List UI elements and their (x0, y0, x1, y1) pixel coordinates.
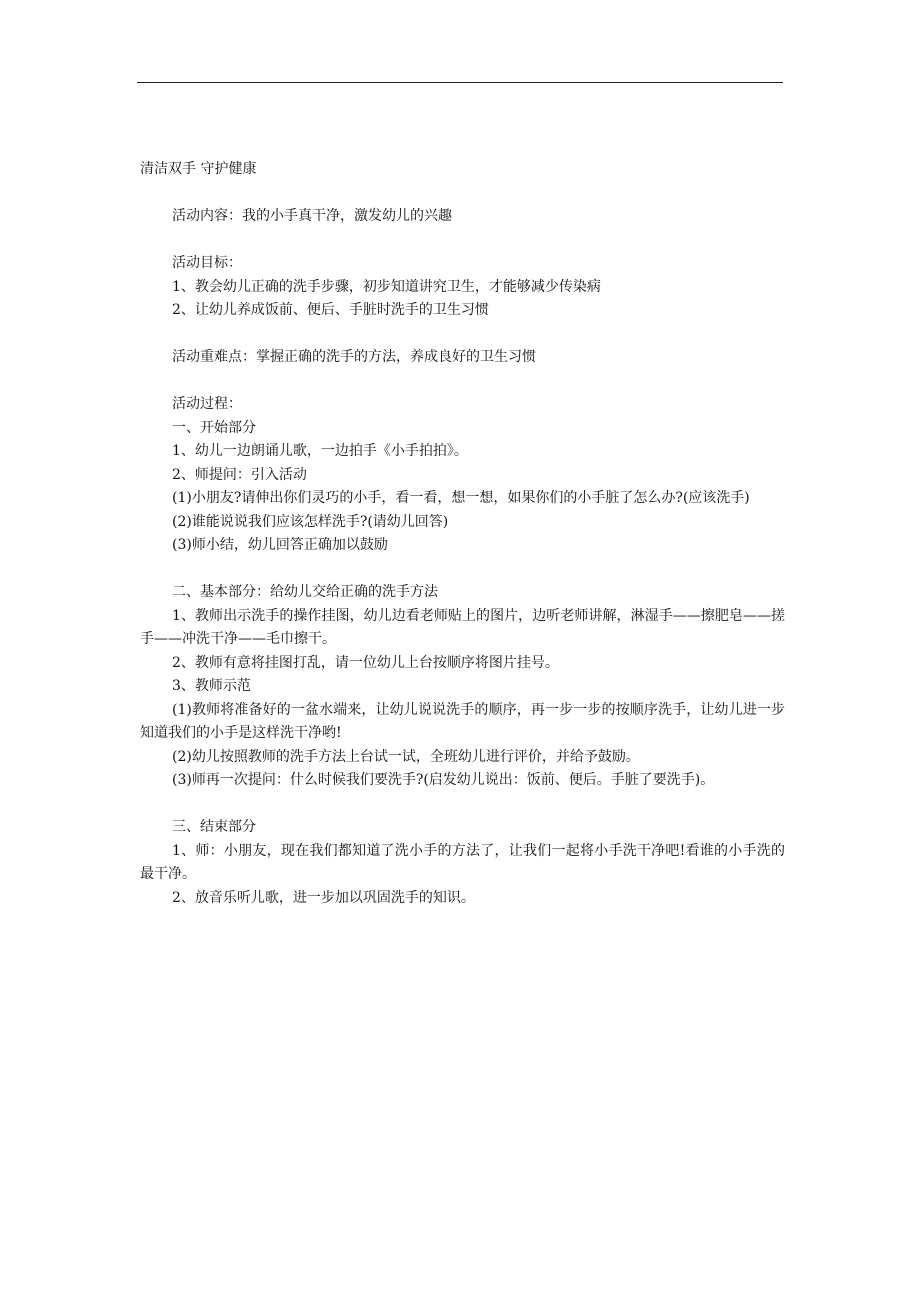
process-line: (1)小朋友?请伸出你们灵巧的小手，看一看，想一想，如果你们的小手脏了怎么办?(应该洗手) (172, 490, 750, 506)
process-line: (2)谁能说说我们应该怎样洗手?(请幼儿回答) (172, 513, 449, 530)
process-line: 3、教师示范 (172, 678, 251, 694)
section-heading-start: 一、开始部分 (172, 419, 256, 436)
process-line: (3)师小结，幼儿回答正确加以鼓励 (172, 537, 388, 553)
goal-item: 1、教会幼儿正确的洗手步骤，初步知道讲究卫生，才能够减少传染病 (172, 278, 601, 295)
process-line: 2、教师有意将挂图打乱，请一位幼儿上台按顺序将图片挂号。 (172, 654, 559, 671)
section-heading-end: 三、结束部分 (172, 819, 256, 835)
process-line: (3)师再一次提问：什么时候我们要洗手?(启发幼儿说出：饭前、便后。手脏了要洗手)。 (172, 772, 715, 788)
process-line: (2)幼儿按照教师的洗手方法上台试一试，全班幼儿进行评价，并给予鼓励。 (172, 748, 640, 765)
document-title: 清洁双手 守护健康 (140, 161, 257, 177)
process-line: 1、教师出示洗手的操作挂图，幼儿边看老师贴上的图片，边听老师讲解，淋湿手——擦肥皂——搓手——冲洗干净——毛巾擦干。 (140, 607, 785, 647)
process-line: 2、师提问：引入活动 (172, 466, 307, 483)
document-body (140, 158, 785, 910)
process-line: 1、幼儿一边朗诵儿歌，一边拍手《小手拍拍》。 (172, 443, 468, 459)
section-heading-basic: 二、基本部分：给幼儿交给正确的洗手方法 (172, 584, 438, 600)
process-line: 1、师：小朋友，现在我们都知道了洗小手的方法了，让我们一起将小手洗干净吧!看谁的小手洗的最干净。 (140, 842, 785, 882)
header-rule (137, 82, 783, 83)
goals-heading: 活动目标： (172, 255, 242, 271)
process-heading: 活动过程： (172, 396, 242, 412)
process-line: (1)教师将准备好的一盆水端来，让幼儿说说洗手的顺序，再一步一步的按顺序洗手，让幼儿进一步知道我们的小手是这样洗干净哟! (140, 701, 785, 741)
process-line: 2、放音乐听儿歌，进一步加以巩固洗手的知识。 (172, 889, 475, 906)
key-points: 活动重难点：掌握正确的洗手的方法，养成良好的卫生习惯 (172, 349, 536, 365)
activity-content: 活动内容：我的小手真干净，激发幼儿的兴趣 (172, 208, 452, 224)
goal-item: 2、让幼儿养成饭前、便后、手脏时洗手的卫生习惯 (172, 302, 489, 318)
